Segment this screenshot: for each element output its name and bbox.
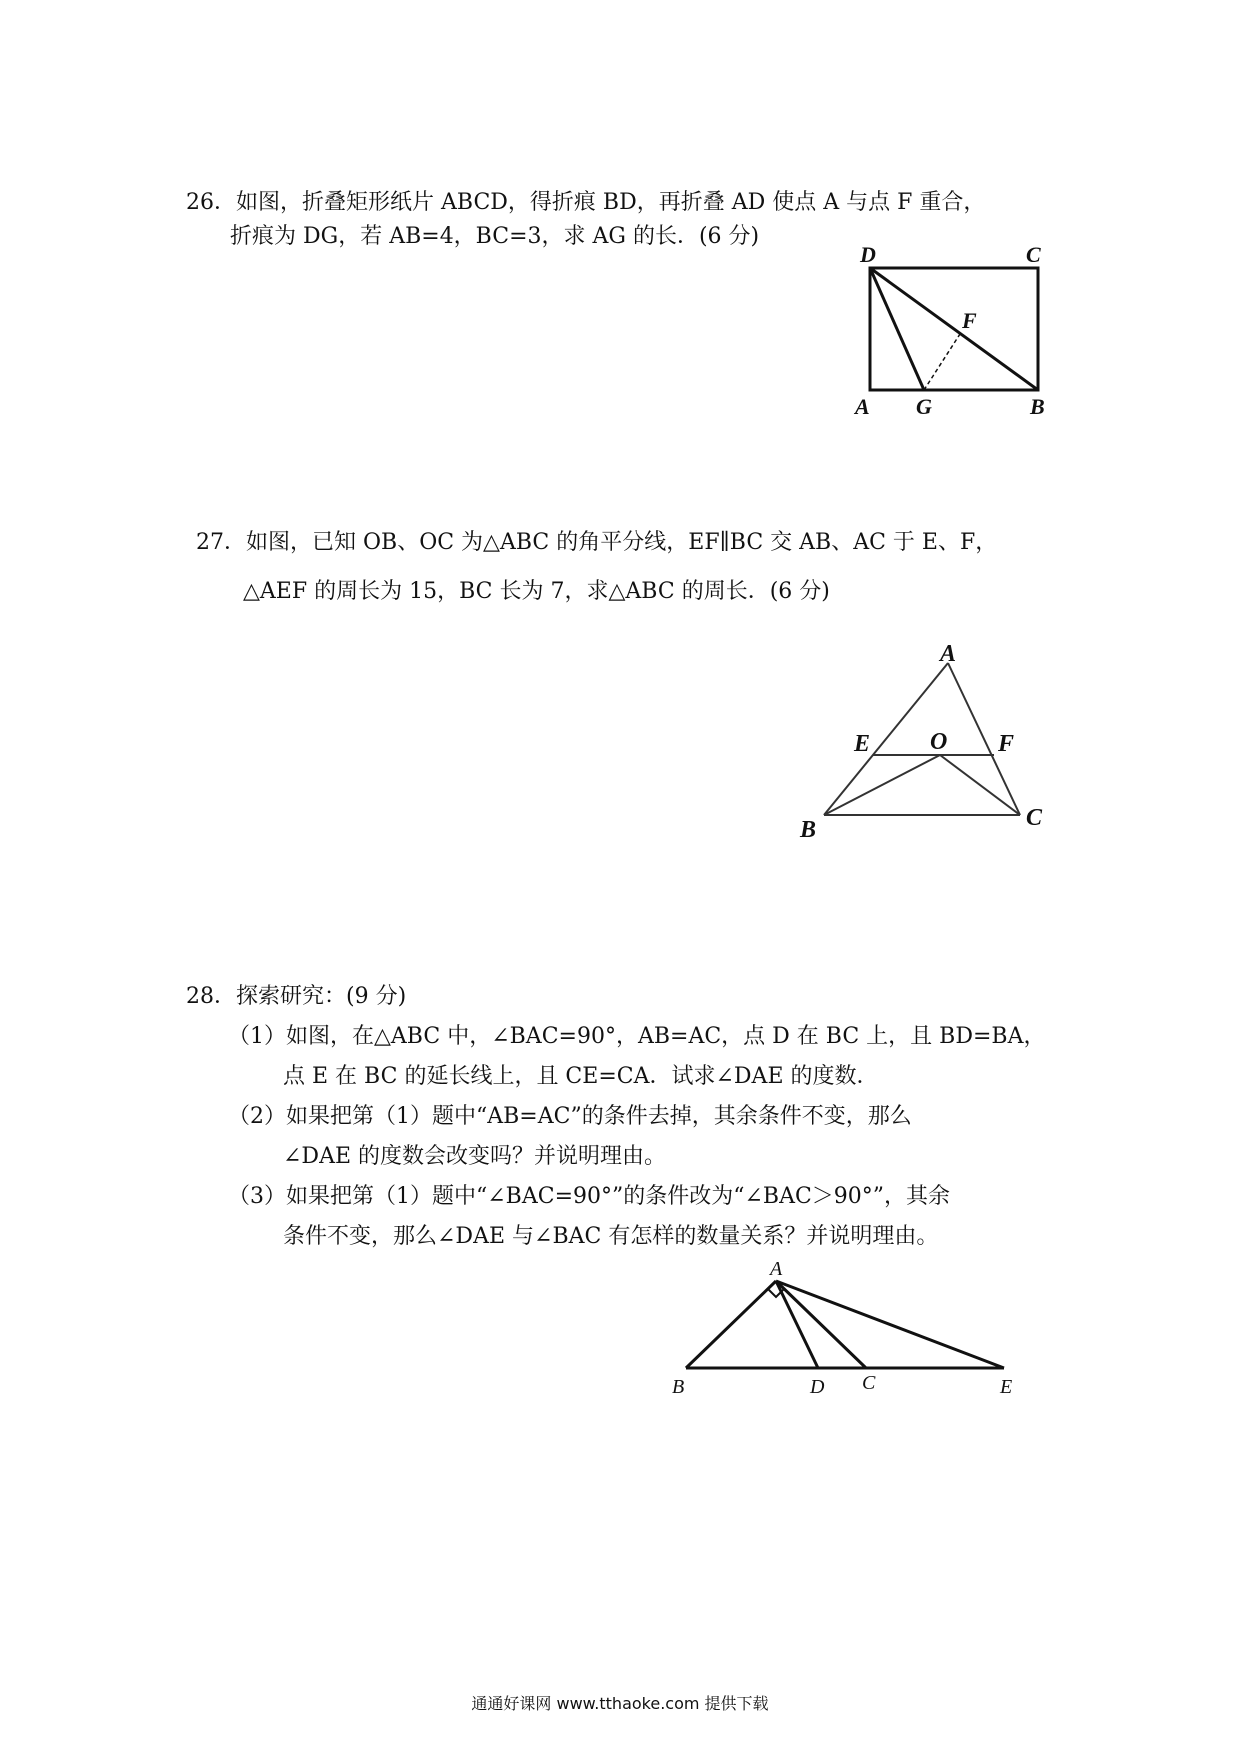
problem-26-line-1: 26．如图，折叠矩形纸片 ABCD，得折痕 BD，再折叠 AD 使点 A 与点 F 重合， [186, 190, 986, 215]
label-b: B [1030, 394, 1045, 419]
label-c: C [1026, 242, 1041, 267]
problem-27-line-2: △AEF 的周长为 15，BC 长为 7，求△ABC 的周长．(6 分) [243, 579, 830, 604]
problem-27-line-1: 27．如图，已知 OB、OC 为△ABC 的角平分线，EF∥BC 交 AB、AC 于 E、F， [196, 530, 998, 555]
label-e: E [1000, 1376, 1013, 1398]
problem-28-part-3-line-2: 条件不变，那么∠DAE 与∠BAC 有怎样的数量关系？并说明理由。 [283, 1224, 939, 1249]
label-b: B [672, 1376, 685, 1398]
label-e: E [854, 731, 871, 757]
side-ab [686, 1281, 776, 1368]
figure-26-rectangle-fold [840, 240, 1080, 420]
segment-gf [924, 334, 960, 390]
segment-ob [824, 755, 940, 815]
label-f: F [998, 731, 1015, 757]
label-f: F [962, 308, 977, 333]
label-a: A [855, 394, 870, 419]
problem-26-line-2: 折痕为 DG，若 AB=4，BC=3，求 AG 的长．(6 分) [230, 224, 760, 249]
label-c: C [862, 1372, 876, 1394]
label-g: G [916, 394, 932, 419]
problem-28-part-1-line-2: 点 E 在 BC 的延长线上，且 CE=CA．试求∠DAE 的度数． [283, 1064, 879, 1089]
problem-28-part-2-line-1: （2）如果把第（1）题中“AB=AC”的条件去掉，其余条件不变，那么 [228, 1104, 912, 1129]
label-c: C [1026, 805, 1043, 831]
problem-28-title: 28．探索研究：(9 分) [186, 984, 407, 1009]
problem-28-part-1-line-1: （1）如图，在△ABC 中，∠BAC=90°，AB=AC，点 D 在 BC 上，且 BD=BA， [228, 1024, 1046, 1049]
figure-28-triangle-ade [660, 1255, 1020, 1405]
label-a: A [940, 645, 957, 667]
label-b: B [800, 817, 817, 843]
label-a: A [770, 1258, 783, 1280]
page-footer: 通通好课网 www.tthaoke.com 提供下载 [471, 1694, 769, 1713]
problem-28-part-2-line-2: ∠DAE 的度数会改变吗？并说明理由。 [283, 1144, 667, 1169]
figure-27-triangle-bisectors [790, 645, 1060, 845]
label-o: O [930, 729, 948, 755]
label-d: D [860, 242, 876, 267]
crease-bd [870, 268, 1038, 390]
segment-oc [940, 755, 1020, 815]
problem-28-part-3-line-1: （3）如果把第（1）题中“∠BAC=90°”的条件改为“∠BAC＞90°”，其余 [228, 1184, 951, 1209]
label-d: D [810, 1376, 825, 1398]
segment-ac [776, 1281, 866, 1368]
